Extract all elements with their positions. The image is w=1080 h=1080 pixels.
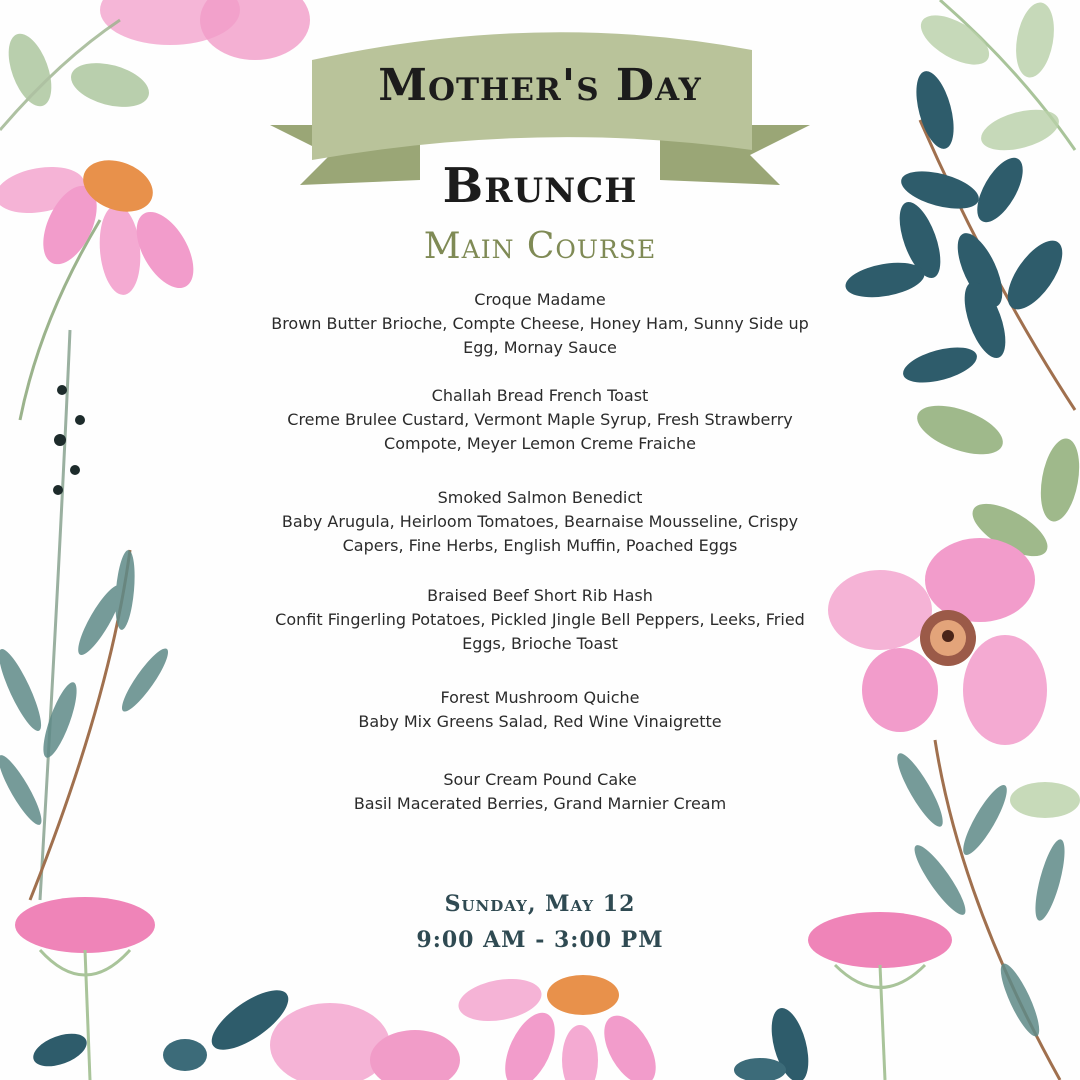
menu-item-description: Creme Brulee Custard, Vermont Maple Syrup, Fresh Strawberry Compote, Meyer Lemon Creme Fraiche [287, 410, 793, 453]
left-stems [0, 330, 174, 900]
event-time: 9:00 AM - 3:00 PM [416, 927, 664, 953]
menu-item-name: Forest Mushroom Quiche [440, 688, 640, 707]
course-heading: Main Course [423, 226, 657, 267]
top-left-petals [100, 0, 310, 60]
menu-item [260, 288, 820, 360]
menu-item-name: Sour Cream Pound Cake [443, 770, 637, 789]
menu-item-name: Braised Beef Short Rib Hash [427, 586, 653, 605]
bottom-center-flowers [270, 973, 666, 1080]
right-pink-flower [828, 538, 1047, 745]
menu-item-description: Baby Arugula, Heirloom Tomatoes, Bearnaise Mousseline, Crispy Capers, Fine Herbs, English Muffin, Poached Eggs [281, 512, 799, 555]
menu-item [260, 686, 820, 734]
menu-item-description: Brown Butter Brioche, Compte Cheese, Honey Ham, Sunny Side up Egg, Mornay Sauce [271, 314, 809, 357]
event-info [0, 886, 1080, 958]
menu-item-name: Croque Madame [474, 290, 606, 309]
title-brunch: Brunch [442, 158, 638, 214]
menu-item-description: Basil Macerated Berries, Grand Marnier Cream [353, 794, 727, 813]
menu-item-description: Baby Mix Greens Salad, Red Wine Vinaigrette [358, 712, 722, 731]
menu-item [260, 584, 820, 656]
title-mothers-day: Mother's Day [378, 60, 702, 111]
menu-item [260, 768, 820, 816]
menu-item-name: Smoked Salmon Benedict [437, 488, 643, 507]
menu-item [260, 486, 820, 558]
menu-item-name: Challah Bread French Toast [431, 386, 649, 405]
menu-list [260, 288, 820, 816]
menu-item [260, 384, 820, 456]
menu-item-description: Confit Fingerling Potatoes, Pickled Jingle Bell Peppers, Leeks, Fried Eggs, Brioche Toast [275, 610, 805, 653]
event-date: Sunday, May 12 [444, 891, 636, 917]
